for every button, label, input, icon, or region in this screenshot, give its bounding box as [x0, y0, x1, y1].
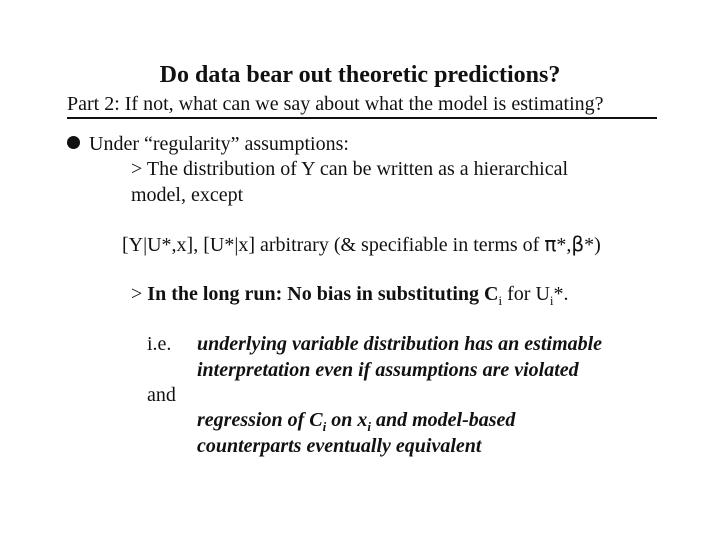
u-subscript: i: [549, 293, 554, 308]
pi-symbol: π: [544, 232, 557, 256]
arbitrary-text: [Y|U*,x], [U*|x] arbitrary (& specifiable in terms of: [122, 234, 545, 256]
bullet-item: [67, 133, 349, 156]
ie-line-1: underlying variable distribution has an estimable: [197, 333, 603, 355]
distribution-line-1: > The distribution of Y can be written as a hierarchical: [131, 158, 569, 180]
long-run-mid: for U: [502, 283, 550, 305]
regression-line-2: counterparts eventually equivalent: [197, 435, 482, 457]
close-paren: *): [584, 234, 601, 256]
slide-subtitle: Part 2: If not, what can we say about what the model is estimating?: [67, 93, 657, 119]
regression-sub-1: i: [322, 419, 327, 434]
long-run-prefix: >: [131, 283, 148, 305]
long-run-line: [131, 283, 569, 309]
beta-symbol: β: [571, 232, 585, 256]
long-run-bold-text: In the long run: No bias in substituting C: [147, 283, 499, 305]
regression-sub-2: i: [367, 419, 371, 434]
regression-part-3: and model-based: [370, 409, 516, 431]
ie-label: i.e.: [147, 333, 172, 355]
bullet-dot-icon: [67, 136, 80, 149]
arbitrary-line: [122, 232, 601, 257]
and-label: and: [147, 384, 176, 406]
star-comma: *,: [556, 234, 572, 256]
slide-title: Do data bear out theoretic predictions?: [159, 62, 561, 88]
bullet-text: Under “regularity” assumptions:: [89, 133, 349, 155]
regression-line-1: [197, 409, 515, 435]
regression-part-1: regression of C: [197, 409, 323, 431]
distribution-line-2: model, except: [131, 184, 244, 206]
ie-line-2: interpretation even if assumptions are violated: [197, 359, 579, 381]
c-subscript: i: [498, 293, 503, 308]
long-run-suffix: *.: [553, 283, 569, 305]
regression-part-2: on x: [326, 409, 368, 431]
